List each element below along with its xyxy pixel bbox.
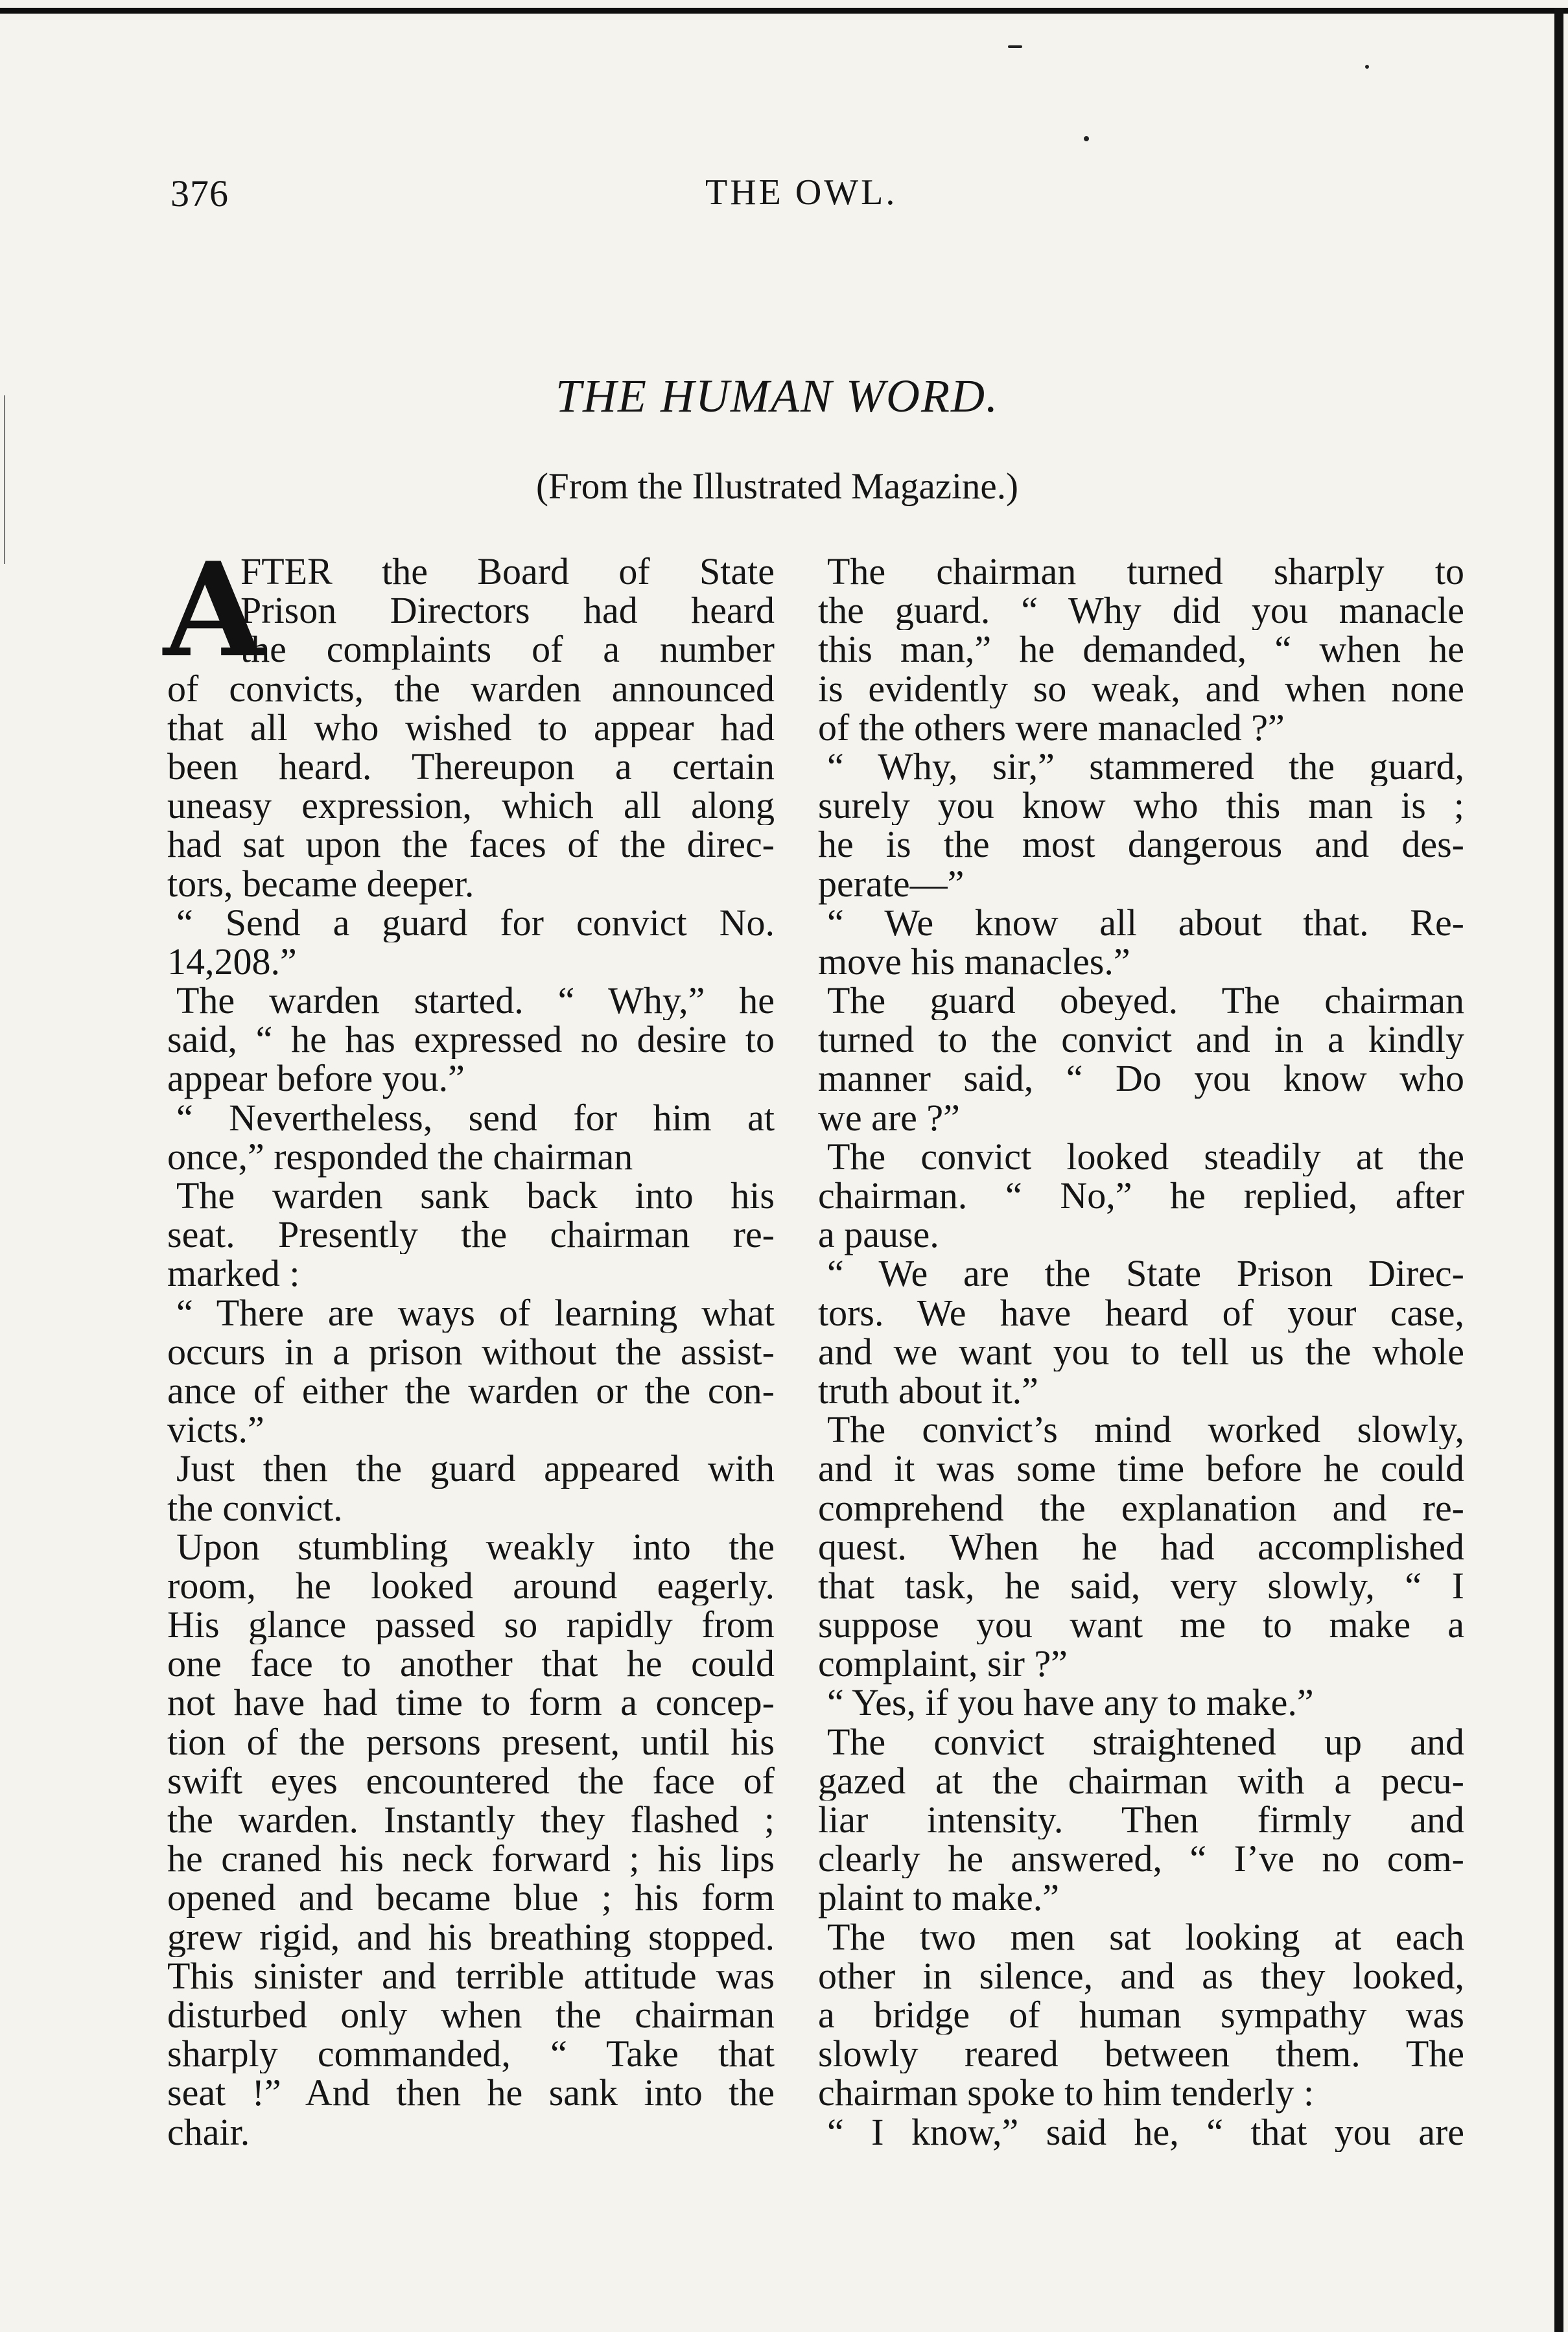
- text-line: comprehend the explanation and re-: [818, 1488, 1464, 1528]
- text-line: the warden. Instantly they flashed ;: [167, 1801, 775, 1840]
- text-line: clearly he answered, “ I’ve no com-: [818, 1839, 1464, 1879]
- text-line: seat. Presently the chairman re-: [167, 1215, 775, 1255]
- text-line: “ There are ways of learning what: [176, 1293, 775, 1333]
- text-line: gazed at the chairman with a pecu-: [818, 1761, 1464, 1801]
- page-number: 376: [170, 172, 229, 215]
- text-line: the convict.: [167, 1486, 343, 1529]
- text-line: a bridge of human sympathy was: [818, 1995, 1464, 2035]
- text-line: is evidently so weak, and when none: [818, 669, 1464, 708]
- text-line: the guard. “ Why did you manacle: [818, 591, 1464, 631]
- text-line: This sinister and terrible attitude was: [167, 1956, 775, 1996]
- text-line: truth about it.”: [818, 1369, 1038, 1412]
- text-line: “ We know all about that. Re-: [827, 903, 1464, 942]
- text-line: Prison Directors had heard: [240, 591, 775, 631]
- ink-speck: [1008, 45, 1022, 48]
- text-line: of convicts, the warden announced: [167, 669, 775, 708]
- text-line: quest. When he had accomplished: [818, 1527, 1464, 1567]
- text-line: chair.: [167, 2110, 250, 2153]
- text-line: suppose you want me to make a: [818, 1605, 1464, 1645]
- text-line: that task, he said, very slowly, “ I: [818, 1566, 1464, 1606]
- text-line: “ I know,” said he, “ that you are: [827, 2112, 1464, 2152]
- text-line: had sat upon the faces of the direc-: [167, 825, 775, 865]
- text-line: “ Send a guard for convict No.: [176, 903, 775, 942]
- text-line: grew rigid, and his breathing stopped.: [167, 1917, 775, 1957]
- text-line: he is the most dangerous and des-: [818, 825, 1464, 865]
- text-line: chairman spoke to him tenderly :: [818, 2071, 1315, 2114]
- text-line: perate—”: [818, 862, 965, 905]
- text-line: one face to another that he could: [167, 1644, 775, 1684]
- text-line: swift eyes encountered the face of: [167, 1761, 775, 1801]
- text-line: that all who wished to appear had: [167, 708, 775, 747]
- text-line: manner said, “ Do you know who: [818, 1059, 1464, 1099]
- text-line: The two men sat looking at each: [827, 1917, 1464, 1957]
- text-line: sharply commanded, “ Take that: [167, 2035, 775, 2074]
- text-line: other in silence, and as they looked,: [818, 1956, 1464, 1996]
- text-line: chairman. “ No,” he replied, after: [818, 1176, 1464, 1216]
- scan-top-border: [0, 8, 1568, 14]
- text-line: The convict looked steadily at the: [827, 1137, 1464, 1176]
- text-line: move his manacles.”: [818, 940, 1130, 983]
- text-line: “ Yes, if you have any to make.”: [827, 1681, 1314, 1724]
- text-line: liar intensity. Then firmly and: [818, 1801, 1464, 1840]
- article-title: THE HUMAN WORD.: [556, 370, 999, 422]
- text-line: The convict’s mind worked slowly,: [827, 1410, 1464, 1450]
- text-line: uneasy expression, which all along: [167, 786, 775, 826]
- text-line: said, “ he has expressed no desire to: [167, 1020, 775, 1060]
- text-line: of the others were manacled ?”: [818, 706, 1285, 749]
- text-line: room, he looked around eagerly.: [167, 1566, 775, 1606]
- text-line: complaint, sir ?”: [818, 1642, 1068, 1685]
- text-line: and it was some time before he could: [818, 1449, 1464, 1489]
- ink-speck: [1084, 136, 1089, 141]
- text-line: this man,” he demanded, “ when he: [818, 630, 1464, 670]
- text-line: appear before you.”: [167, 1057, 465, 1100]
- text-line: turned to the convict and in a kindly: [818, 1020, 1464, 1060]
- text-line: ance of either the warden or the con-: [167, 1371, 775, 1411]
- text-line: slowly reared between them. The: [818, 2035, 1464, 2074]
- right-column: [818, 552, 1464, 2152]
- text-line: The chairman turned sharply to: [827, 552, 1464, 592]
- text-line: we are ?”: [818, 1096, 960, 1139]
- text-line: Upon stumbling weakly into the: [176, 1527, 775, 1567]
- text-line: The convict straightened up and: [827, 1722, 1464, 1762]
- text-line: disturbed only when the chairman: [167, 1995, 775, 2035]
- text-line: tion of the persons present, until his: [167, 1722, 775, 1762]
- text-line: His glance passed so rapidly from: [167, 1605, 775, 1645]
- ink-speck: [1365, 65, 1369, 69]
- scan-right-border: [1554, 8, 1563, 2332]
- text-line: Just then the guard appeared with: [176, 1449, 775, 1489]
- article-source: (From the Illustrated Magazine.): [536, 466, 1018, 507]
- drop-cap: A: [163, 534, 264, 686]
- text-line: tors, became deeper.: [167, 862, 474, 905]
- text-line: “ Why, sir,” stammered the guard,: [827, 747, 1464, 787]
- text-line: tors. We have heard of your case,: [818, 1293, 1464, 1333]
- text-line: not have had time to form a concep-: [167, 1683, 775, 1723]
- text-line: surely you know who this man is ;: [818, 786, 1464, 826]
- text-line: once,” responded the chairman: [167, 1135, 633, 1178]
- running-head: THE OWL.: [705, 172, 898, 213]
- text-line: he craned his neck forward ; his lips: [167, 1839, 775, 1879]
- text-line: been heard. Thereupon a certain: [167, 747, 775, 787]
- text-line: victs.”: [167, 1408, 264, 1451]
- text-line: The guard obeyed. The chairman: [827, 981, 1464, 1021]
- text-line: the complaints of a number: [240, 630, 775, 670]
- text-line: “ Nevertheless, send for him at: [176, 1098, 775, 1137]
- text-line: a pause.: [818, 1213, 939, 1256]
- text-line: FTER the Board of State: [240, 552, 775, 592]
- text-line: marked :: [167, 1252, 300, 1295]
- left-column: [163, 534, 775, 2153]
- text-line: seat !” And then he sank into the: [167, 2073, 775, 2113]
- text-line: opened and became blue ; his form: [167, 1878, 775, 1918]
- text-line: 14,208.”: [167, 940, 297, 983]
- text-line: “ We are the State Prison Direc-: [827, 1254, 1464, 1294]
- text-line: The warden sank back into his: [176, 1176, 775, 1216]
- text-line: plaint to make.”: [818, 1876, 1060, 1919]
- text-line: occurs in a prison without the assist-: [167, 1332, 775, 1371]
- text-line: The warden started. “ Why,” he: [176, 981, 775, 1021]
- text-line: and we want you to tell us the whole: [818, 1332, 1464, 1371]
